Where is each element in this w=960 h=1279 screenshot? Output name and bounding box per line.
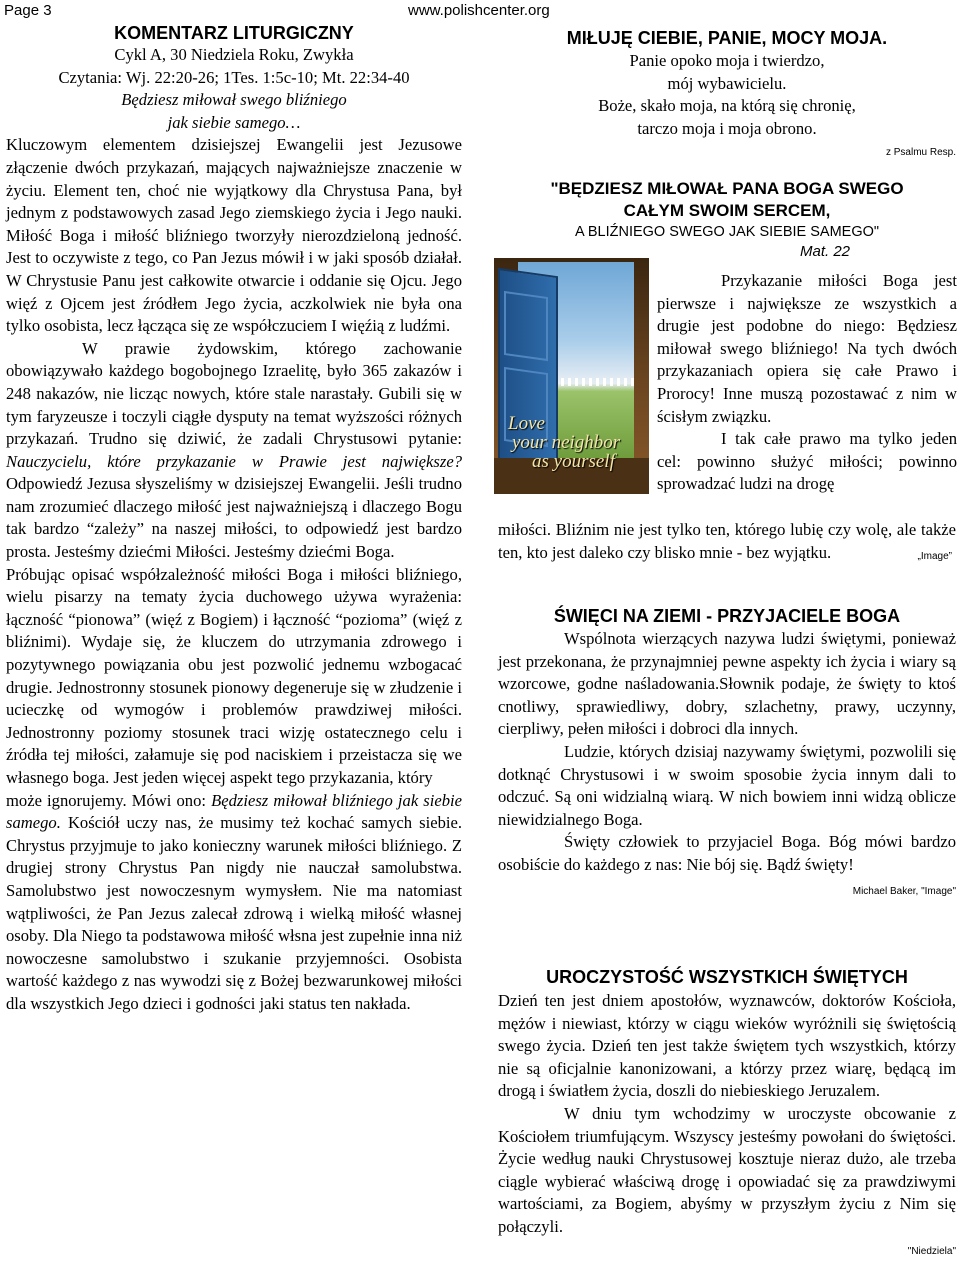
psalm-line: mój wybawicielu. (667, 73, 787, 93)
psalm-line: Boże, skało moja, na którą się chronię, (598, 96, 856, 116)
commandment-source: „Image” (917, 551, 952, 563)
commandment-title-line3: A BLIŹNIEGO SWEGO JAK SIEBIE SAMEGO" (574, 224, 880, 240)
saints-section (498, 604, 956, 903)
commandment-heading (498, 178, 956, 262)
commandment-text-cont (498, 519, 956, 569)
commentary-readings: Czytania: Wj. 22:20-26; 1Tes. 1:5c-10; Mt. 22:34-40 (58, 67, 410, 87)
commandment-title-line2: CAŁYM SWOIM SERCEM, (623, 201, 831, 220)
commentary-paragraph-3: Próbując opisać współzależność miłości Boga i miłości bliźniego, wielu pisarzy na tematy życia duchowego używa wyrażenia: łączność “pionowa” (więź z Bogiem) i łączność “pozioma” (więź z bliźnimi). Wydaje się, że kluczem do utrzymania zdrowego i pozytywnego powiązania obu jest pozwolić jednemu wzbogacać drugie. Jednostronny stosunek pionowy degeneruje się w złudzenie i ucieczkę od wymogów i problemów prawdziwej miłości. Jednostronny poziomy stosunek traci wizję ostatecznego celu i źródła tej miłości, załamuje się pod naciskiem i przeistacza się we własnego boga. Jest jeden więcej aspekt tego przykazania, który może ignorujemy. Mówi ono: Będziesz miłował bliźniego jak siebie samego. Kościół uczy nas, że musimy też kochać samych siebie. Chrystus przyjmuje to jako konieczny warunek miłości bliźniego. Z drugiej strony Chrystus Pan nigdy nie nauczał samolubstwa. Samolubstwo jest nowoczesnym wymysłem. Nie ma natomiast wątpliwości, że Pan Jezus zalecał zdrową i wielką miłość własnej osoby. Dla Niego ta podstawowa miłość włsna jest zupełnie inna niż nowoczesne samolubstwo i szukanie przyjemności. Osobista wartość każdego z nas wywodzi się z Bożej bezwarunkowej miłości dla wszystkich Jego dzieci i godności jaki status ten nakłada. (6, 564, 462, 1013)
psalm-section (498, 26, 956, 165)
commandment-reference: Mat. 22 (800, 243, 851, 260)
all-saints-source: "Niedziela" (907, 1245, 956, 1257)
commandment-paragraph-2b: miłości. Bliźnim nie jest tylko ten, którego lubię czy wolę, ale także ten, kto jest daleko czy blisko mnie - bez wyjątku. (498, 520, 956, 562)
saints-paragraph-1: Wspólnota wierzących nazywa ludzi świętymi, ponieważ jest przekonana, że przynajmniej pewne aspekty ich życia i wiary są wzorcowe, godne naśladowania.Słownik podaje, że święty to ktoś cnotliwy, sprawiedliwy, dobry, szlachetny, prawy, uczynny, cierpliwy, pełen miłości i dobroci dla innych. (498, 629, 956, 739)
image-caption: Love your neighbor as yourself (508, 413, 621, 472)
psalm-title: MIŁUJĘ CIEBIE, PANIE, MOCY MOJA. (566, 28, 888, 48)
commandment-text (657, 270, 957, 496)
site-url: www.polishcenter.org (408, 2, 550, 19)
commandment-title-line1: "BĘDZIESZ MIŁOWAŁ PANA BOGA SWEGO (550, 179, 904, 198)
psalm-line: tarczo moja i moja obrono. (637, 118, 817, 138)
commandment-paragraph-2a: I tak całe prawo ma tylko jeden cel: powinno służyć miłości; powinno sprowadzać ludzi na drogę (657, 429, 957, 494)
all-saints-paragraph-1: Dzień ten jest dniem apostołów, wyznawców, doktorów Kościoła, mężów i niewiast, którzy w ciągu wieków wyróżnili się świętością swego życia. Dzień ten jest także świętem tych wszystkich, którzy nie są oficjalnie kanonizowani, a którzy przez wiarę, będącą im drogą i światłem życia, doszli do niebieskiego Jeruzalem. (498, 991, 956, 1101)
liturgical-commentary (6, 22, 462, 1016)
commandment-paragraph-1: Przykazanie miłości Boga jest pierwsze i największe ze wszystkich a drugie jest podobne do niego: Będziesz miłował swego bliźniego! Na tych dwóch przykazaniach opiera się całe Prawo i Prorocy! Inne muszą pozostawać z nim w ścisłym związku. (657, 271, 957, 426)
psalm-line: Panie opoko moja i twierdzo, (629, 51, 825, 70)
commentary-verse-line2: jak siebie samego… (167, 112, 301, 132)
all-saints-title: UROCZYSTOŚĆ WSZYSTKICH ŚWIĘTYCH (546, 967, 908, 987)
saints-paragraph-2: Ludzie, których dzisiaj nazywamy świętymi, pozwolili się dotknąć Chrystusowi i w swoim sposobie życia innym dali to odczuć. Są oni widzialną wiarą. W nich bowiem inni widzą oblicze niewidzialnego Boga. (498, 741, 956, 829)
love-neighbor-image (494, 258, 649, 494)
commentary-cycle: Cykl A, 30 Niedziela Roku, Zwykła (114, 45, 354, 64)
commentary-paragraph-1: Kluczowym elementem dzisiejszej Ewangelii jest Jezusowe złączenie dwóch przykazań, mających najważniejsze znaczenie w życiu. Element ten, choć nie wyjątkowy dla Chrystusa Pana, był jednym z podstawowych zasad Jego ziemskiego życia i Jego nauki. Miłość Boga i miłość bliźniego tworzyły nierozdzieloną jedność. Jest to oczywiste z tego, co Pan Jezus mówił i w jaki sposób działał. W Chrystusie Panu jest całkowite otwarcie i oddanie się Ojcu. Jego więź z Ojcem jest źródłem Jego życia, aczkolwiek nie była ona tylko osobista, lecz łącząca się ze współczuciem I więźią z ludźmi. (6, 135, 462, 336)
commentary-verse-line1: Będziesz miłował swego bliźniego (121, 90, 347, 110)
all-saints-paragraph-2: W dniu tym wchodzimy w uroczyste obcowanie z Kościołem triumfującym. Wszyscy jesteśmy powołani do świętości. Życie według nauki Chrystusowej kosztuje nieraz dużo, ale trzeba ciągle wybierać właściwą drogę i opowiadać się za prawdziwymi wartościami, za Bogiem, abyśmy w przyszłym życiu z Nim się połączyli. (498, 1103, 956, 1236)
page-number: Page 3 (4, 2, 52, 19)
commentary-paragraph-2: W prawie żydowskim, którego zachowanie obowiązywało każdego bogobojnego Izraelitę, było 365 zakazów i 248 nakazów, nie licząc nowych, które stale narastały. Gubili się w tym faryzeusze i toczyli ciągłe dysputy na temat wyższości różnych przykazań. Trudno się dziwić, że zadali Chrystusowi pytanie: Nauczycielu, które przykazanie w Prawie jest największe? Odpowiedź Jezusa słyszeliśmy w dzisiejszej Ewangelii. Jeśli trudno nam zrozumieć dlaczego miłość jest najważniejszą i dlaczego Bogu tak bardzo “zależy” na naszej miłości, to odpowiedź jest bardzo prosta. Jesteśmy dziećmi Miłości. Jesteśmy dziećmi Boga. (6, 338, 462, 562)
all-saints-section (498, 964, 956, 1263)
saints-paragraph-3: Święty człowiek to przyjaciel Boga. Bóg mówi bardzo osobiście do każdego z nas: Nie bój się. Bądź święty! (498, 832, 956, 874)
psalm-source: z Psalmu Resp. (885, 147, 956, 159)
saints-title: ŚWIĘCI NA ZIEMI - PRZYJACIELE BOGA (553, 606, 901, 626)
commentary-title: KOMENTARZ LITURGICZNY (114, 23, 354, 43)
saints-source: Michael Baker, "Image" (852, 885, 956, 897)
